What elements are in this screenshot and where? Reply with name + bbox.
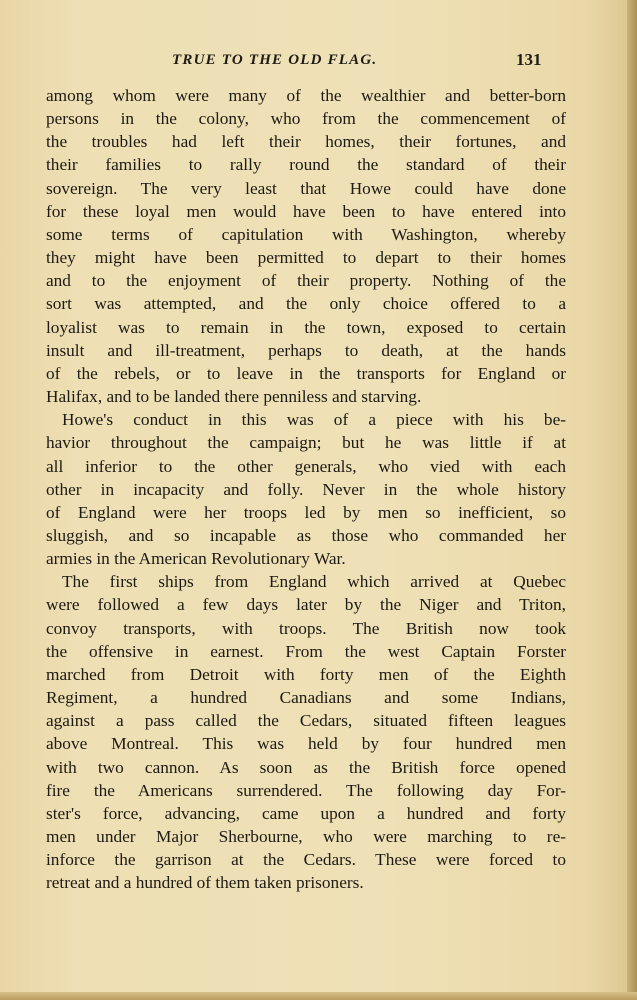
page-edge-bottom bbox=[0, 992, 637, 1000]
text-line: persons in the colony, who from the commencement of bbox=[46, 109, 566, 129]
text-line: for these loyal men would have been to have entered into bbox=[46, 201, 566, 221]
text-line: of England were her troops led by men so inefficient, so bbox=[46, 502, 566, 522]
page-number: 131 bbox=[516, 50, 542, 69]
text-line: men under Major Sherbourne, who were marching to re- bbox=[46, 827, 566, 846]
text-line: fire the Americans surrendered. The following day For- bbox=[46, 780, 566, 800]
text-line: were followed a few days later by the Niger and Triton, bbox=[46, 595, 566, 615]
text-line: above Montreal. This was held by four hundred men bbox=[46, 734, 566, 754]
text-line: the offensive in earnest. From the west Captain Forster bbox=[46, 641, 566, 661]
text-line: Halifax, and to be landed there penniless and starving. bbox=[46, 387, 422, 407]
text-line: of the rebels, or to leave in the transports for England or bbox=[46, 363, 566, 383]
text-line: armies in the American Revolutionary War. bbox=[46, 549, 346, 569]
text-line: sort was attempted, and the only choice offered to a bbox=[46, 294, 566, 314]
text-line: with two cannon. As soon as the British force opened bbox=[46, 757, 566, 777]
text-line: ster's force, advancing, came upon a hundred and forty bbox=[46, 803, 566, 823]
text-line: the troubles had left their homes, their fortunes, and bbox=[46, 132, 566, 152]
text-line: loyalist was to remain in the town, exposed to certain bbox=[46, 317, 566, 337]
text-line: against a pass called the Cedars, situated fifteen leagues bbox=[46, 711, 566, 731]
text-line: they might have been permitted to depart to their homes bbox=[46, 248, 566, 268]
text-line: inforce the garrison at the Cedars. These were forced to bbox=[46, 850, 566, 870]
text-line: among whom were many of the wealthier and better-born bbox=[46, 86, 566, 105]
text-line: marched from Detroit with forty men of the Eighth bbox=[46, 664, 566, 684]
text-line: retreat and a hundred of them taken prisoners. bbox=[46, 873, 364, 893]
text-line: insult and ill-treatment, perhaps to death, at the hands bbox=[46, 340, 566, 360]
page-edge-right bbox=[627, 0, 637, 1000]
text-line: Howe's conduct in this was of a piece with his be- bbox=[62, 410, 566, 430]
text-line: their families to rally round the standard of their bbox=[46, 155, 566, 175]
text-line: sovereign. The very least that Howe could have done bbox=[46, 178, 566, 198]
text-line: havior throughout the campaign; but he was little if at bbox=[46, 433, 566, 453]
text-line: The first ships from England which arrived at Quebec bbox=[62, 572, 566, 592]
text-line: some terms of capitulation with Washington, whereby bbox=[46, 224, 566, 244]
text-line: other in incapacity and folly. Never in the whole history bbox=[46, 479, 566, 499]
running-head: TRUE TO THE OLD FLAG. bbox=[172, 52, 378, 68]
body-text bbox=[46, 84, 566, 894]
text-line: Regiment, a hundred Canadians and some Indians, bbox=[46, 688, 566, 708]
text-line: convoy transports, with troops. The British now took bbox=[46, 618, 566, 638]
text-line: sluggish, and so incapable as those who commanded her bbox=[46, 525, 566, 545]
text-line: all inferior to the other generals, who vied with each bbox=[46, 456, 566, 476]
text-line: and to the enjoyment of their property. Nothing of the bbox=[46, 271, 566, 291]
